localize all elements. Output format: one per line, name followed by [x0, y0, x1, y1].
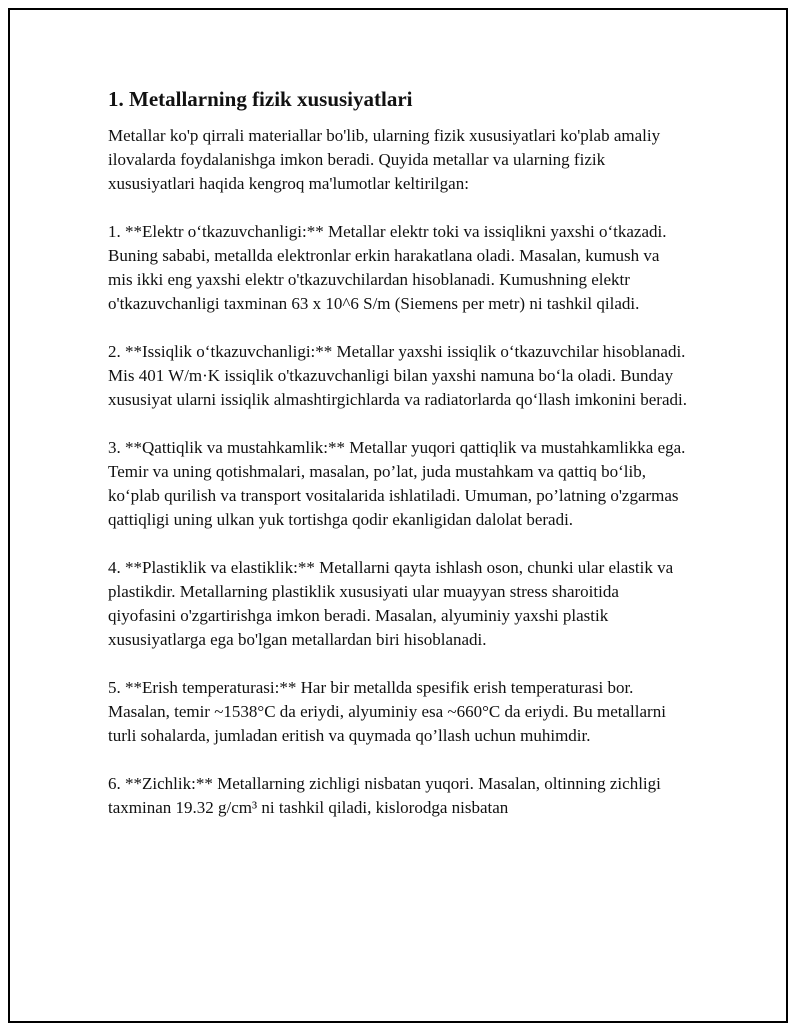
paragraph-electrical-conductivity: 1. **Elektr o‘tkazuvchanligi:** Metallar elektr toki va issiqlikni yaxshi o‘tkazadi. Buning sababi, metallda elektronlar erkin harakatlana oladi. Masalan, kumush va mis ikki eng yaxshi elektr o'tkazuvchilardan hisoblanadi. Kumushning elektr o'tkazuvchanligi taxminan 63 x 10^6 S/m (Siemens per metr) ni tashkil qiladi.: [108, 222, 667, 313]
paragraph-plasticity-elasticity: 4. **Plastiklik va elastiklik:** Metallarni qayta ishlash oson, chunki ular elastik va plastikdir. Metallarning plastiklik xususiyati ular muayyan stress sharoitida qiyofasini o'zgartirishga imkon beradi. Masalan, alyuminiy yaxshi plastik xususiyatlarga ega bo'lgan metallardan biri hisoblanadi.: [108, 558, 674, 649]
paragraph-melting-temperature: 5. **Erish temperaturasi:** Har bir metallda spesifik erish temperaturasi bor. Masalan, temir ~1538°C da eriydi, alyuminiy esa ~660°C da eriydi. Bu metallarni turli sohalarda, jumladan eritish va quymada qo’llash uchun muhimdir.: [108, 678, 666, 745]
paragraph-density: 6. **Zichlik:** Metallarning zichligi nisbatan yuqori. Masalan, oltinning zichligi taxminan 19.32 g/cm³ ni tashkil qiladi, kislorodga nisbatan: [108, 774, 661, 817]
paragraph-thermal-conductivity: 2. **Issiqlik o‘tkazuvchanligi:** Metallar yaxshi issiqlik o‘tkazuvchilar hisoblanadi. Mis 401 W/m·K issiqlik o'tkazuvchanligi bilan yaxshi namuna bo‘la oladi. Bunday xususiyat ularni issiqlik almashtirgichlarda va radiatorlarda qo‘llash imkonini beradi.: [108, 342, 687, 409]
section-heading: 1. Metallarning fizik xususiyatlari: [108, 87, 413, 111]
paragraph-hardness-strength: 3. **Qattiqlik va mustahkamlik:** Metallar yuqori qattiqlik va mustahkamlikka ega. Temir va uning qotishmalari, masalan, po’lat, juda mustahkam va qattiq bo‘lib, ko‘plab qurilish va transport vositalarida ishlatiladi. Umuman, po’latning o'zgarmas qattiqligi uning ulkan yuk tortishga qodir ekanligidan dalolat beradi.: [108, 438, 686, 529]
intro-paragraph: Metallar ko'p qirrali materiallar bo'lib, ularning fizik xususiyatlari ko'plab amaliy ilovalarda foydalanishga imkon beradi. Quyida metallar va ularning fizik xususiyatlari haqida kengroq ma'lumotlar keltirilgan:: [108, 126, 661, 193]
document-body: [108, 86, 688, 844]
